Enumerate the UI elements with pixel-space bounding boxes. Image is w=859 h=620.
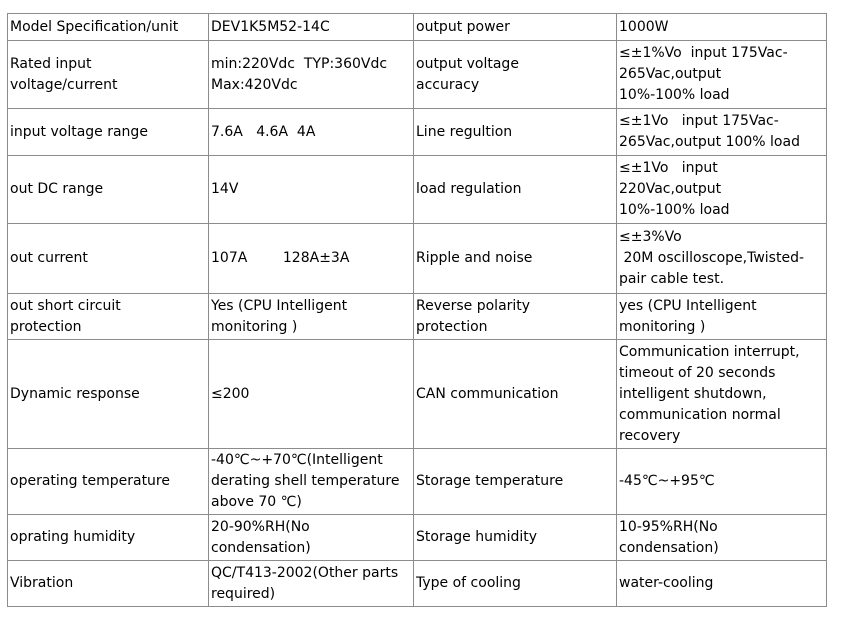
table-cell: Storage temperature	[414, 449, 617, 515]
table-cell: Model Specification/unit	[8, 14, 209, 41]
table-cell: Ripple and noise	[414, 224, 617, 294]
table-cell: out short circuit protection	[8, 294, 209, 340]
table-cell: ≤±1%Vo input 175Vac- 265Vac,output 10%-100% load	[617, 41, 827, 109]
table-cell: yes (CPU Intelligent monitoring )	[617, 294, 827, 340]
table-cell: ≤±1Vo input 220Vac,output 10%-100% load	[617, 156, 827, 224]
table-cell: 107A 128A±3A	[209, 224, 414, 294]
table-cell: Dynamic response	[8, 340, 209, 449]
table-row	[8, 561, 827, 607]
table-row	[8, 340, 827, 449]
table-cell: ≤±3%Vo 20M oscilloscope,Twisted- pair cable test.	[617, 224, 827, 294]
table-cell: Reverse polarity protection	[414, 294, 617, 340]
table-cell: 1000W	[617, 14, 827, 41]
table-row	[8, 224, 827, 294]
table-row	[8, 41, 827, 109]
table-cell: Communication interrupt, timeout of 20 seconds intelligent shutdown, communication normal recovery	[617, 340, 827, 449]
table-cell: -40℃~+70℃(Intelligent derating shell temperature above 70 ℃)	[209, 449, 414, 515]
table-cell: 7.6A 4.6A 4A	[209, 109, 414, 156]
table-row	[8, 449, 827, 515]
table-cell: out current	[8, 224, 209, 294]
table-cell: out DC range	[8, 156, 209, 224]
table-cell: -45℃~+95℃	[617, 449, 827, 515]
table-row	[8, 156, 827, 224]
table-cell: output voltage accuracy	[414, 41, 617, 109]
table-cell: input voltage range	[8, 109, 209, 156]
table-cell: output power	[414, 14, 617, 41]
table-cell: ≤200	[209, 340, 414, 449]
table-row	[8, 109, 827, 156]
table-cell: 20-90%RH(No condensation)	[209, 515, 414, 561]
table-row	[8, 515, 827, 561]
table-cell: Line regultion	[414, 109, 617, 156]
table-cell: Yes (CPU Intelligent monitoring )	[209, 294, 414, 340]
table-cell: DEV1K5M52-14C	[209, 14, 414, 41]
table-cell: ≤±1Vo input 175Vac- 265Vac,output 100% load	[617, 109, 827, 156]
table-cell: Type of cooling	[414, 561, 617, 607]
table-cell: oprating humidity	[8, 515, 209, 561]
table-cell: CAN communication	[414, 340, 617, 449]
table-row	[8, 294, 827, 340]
table-row	[8, 14, 827, 41]
table-cell: operating temperature	[8, 449, 209, 515]
spec-table	[7, 13, 827, 607]
table-cell: 14V	[209, 156, 414, 224]
table-cell: Vibration	[8, 561, 209, 607]
table-cell: Storage humidity	[414, 515, 617, 561]
table-cell: min:220Vdc TYP:360Vdc Max:420Vdc	[209, 41, 414, 109]
table-cell: load regulation	[414, 156, 617, 224]
table-cell: water-cooling	[617, 561, 827, 607]
table-cell: 10-95%RH(No condensation)	[617, 515, 827, 561]
table-cell: QC/T413-2002(Other parts required)	[209, 561, 414, 607]
table-cell: Rated input voltage/current	[8, 41, 209, 109]
